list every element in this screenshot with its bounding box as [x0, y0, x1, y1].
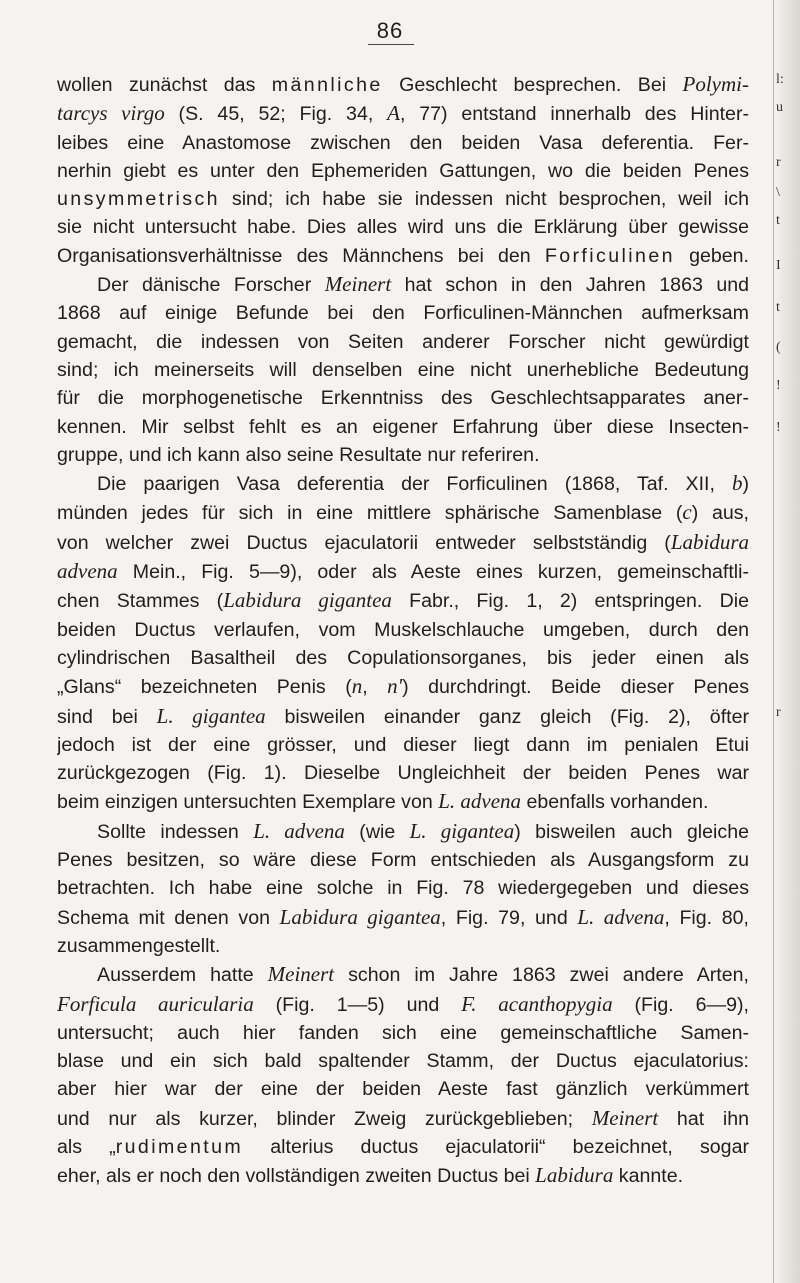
text-run: 1868 auf einige Befunde bei den Forficulinen-Männchen aufmerksam — [57, 302, 749, 325]
spaced-text: rudimentum — [115, 1135, 244, 1158]
text-run: hat ihn — [658, 1107, 749, 1130]
text-run: beim einzigen untersuchten Exemplare von — [57, 791, 439, 814]
italic-text: L. gigantea — [156, 703, 266, 728]
edge-glyph: ! — [776, 378, 781, 393]
italic-text: Meinert — [324, 272, 392, 297]
text-line — [57, 270, 749, 299]
text-line — [57, 129, 749, 157]
edge-glyph: r — [776, 705, 781, 720]
text-line — [57, 328, 749, 356]
text-line — [57, 846, 749, 874]
text-line — [57, 557, 749, 586]
text-line — [57, 702, 749, 731]
text-line — [57, 672, 749, 701]
text-line — [57, 469, 749, 498]
text-line — [57, 644, 749, 672]
text-line — [57, 874, 749, 902]
text-run: , 77) entstand innerhalb des Hinter- — [399, 103, 749, 126]
italic-text: L. advena — [438, 789, 522, 814]
text-line — [57, 616, 749, 644]
text-line — [57, 185, 749, 213]
text-run: blase und ein sich bald spaltender Stamm, der Ductus ejaculatorius: — [57, 1050, 749, 1073]
text-run: , — [362, 676, 388, 699]
text-run: alterius ductus ejaculatorii“ bezeichnet, sogar — [243, 1135, 749, 1158]
text-run: Organisationsverhältnisse des Männchens bei den — [57, 244, 545, 267]
page-number-rule — [368, 44, 414, 45]
text-run: gemacht, die indessen von Seiten anderer Forscher nicht gewürdigt — [57, 330, 749, 353]
edge-glyph: ( — [776, 340, 781, 355]
text-run: Ausserdem hatte — [97, 964, 268, 987]
italic-text: A — [387, 101, 400, 126]
page-number: 86 — [376, 18, 404, 43]
text-run: ebenfalls vorhanden. — [521, 791, 709, 814]
text-run: (Fig. 1—5) und — [253, 993, 462, 1016]
facing-page-edge — [773, 0, 800, 1283]
text-run: sind; ich habe sie indessen nicht besprochen, weil ich — [219, 188, 749, 211]
italic-text: L. gigantea — [409, 818, 515, 843]
text-run: zurückgezogen (Fig. 1). Dieselbe Ungleichheit der beiden Penes war — [57, 762, 749, 785]
text-run: als „ — [57, 1135, 116, 1158]
text-run: ) — [742, 473, 749, 496]
italic-text: b — [731, 471, 743, 496]
text-run: Die paarigen Vasa deferentia der Forficulinen (1868, Taf. XII, — [97, 473, 732, 496]
text-run: jedoch ist der eine grösser, und dieser liegt dann im penialen Etui — [57, 733, 749, 756]
italic-text: n — [351, 674, 363, 699]
text-line — [57, 157, 749, 185]
text-line — [57, 99, 749, 128]
text-run: (S. 45, 52; Fig. 34, — [164, 103, 388, 126]
text-run: ) aus, — [691, 502, 749, 525]
spaced-text: unsymmetrisch — [57, 188, 220, 211]
text-run: geben. — [674, 244, 749, 267]
text-run: Mein., Fig. 5—9), oder als Aeste eines kurzen, gemeinschaftli- — [117, 561, 749, 584]
text-line — [57, 242, 749, 270]
italic-text: L. advena — [577, 904, 665, 929]
italic-text: tarcys virgo — [57, 101, 165, 126]
text-run: zusammengestellt. — [57, 934, 221, 957]
italic-text: F. acanthopygia — [461, 991, 613, 1016]
italic-text: Forficula auricularia — [57, 991, 254, 1016]
text-line — [57, 413, 749, 441]
text-run: sind bei — [57, 705, 157, 728]
text-run: Der dänische Forscher — [97, 274, 325, 297]
text-run: Penes besitzen, so wäre diese Form entschieden als Ausgangsform zu — [57, 849, 749, 872]
edge-glyph: ! — [776, 420, 781, 435]
text-line — [57, 498, 749, 527]
italic-text: c — [682, 500, 692, 525]
text-run: betrachten. Ich habe eine solche in Fig. 78 wiedergegeben und dieses — [57, 877, 749, 900]
text-run: Schema mit denen von — [57, 906, 280, 929]
text-run: Geschlecht besprechen. Bei — [382, 74, 683, 96]
text-line — [57, 817, 749, 846]
italic-text: n' — [387, 674, 403, 699]
text-run: Fabr., Fig. 1, 2) entspringen. Die — [391, 590, 749, 613]
italic-text: L. advena — [253, 818, 345, 843]
text-run: untersucht; auch hier fanden sich eine gemeinschaftliche Samen- — [57, 1021, 749, 1044]
edge-glyph: I — [776, 258, 781, 273]
text-line — [57, 1133, 749, 1161]
text-run: „Glans“ bezeichneten Penis ( — [57, 676, 352, 699]
text-run: nerhin giebt es unter den Ephemeriden Gattungen, wo die beiden Penes — [57, 159, 749, 182]
text-run: Sollte indessen — [97, 820, 254, 843]
text-run: (wie — [344, 820, 410, 843]
text-line — [57, 759, 749, 787]
text-run: von welcher zwei Ductus ejaculatorii entweder selbstständig ( — [57, 531, 671, 554]
text-line — [57, 990, 749, 1019]
text-run: münden jedes für sich in eine mittlere sphärische Samenblase ( — [57, 502, 683, 525]
spaced-text: männliche — [271, 74, 383, 96]
edge-glyph: t — [776, 213, 780, 228]
body-text — [57, 70, 749, 1191]
italic-text: Labidura gigantea — [223, 588, 392, 613]
edge-glyph: r — [776, 155, 781, 170]
text-line — [57, 384, 749, 412]
italic-text: Labidura — [535, 1163, 614, 1188]
text-line — [57, 356, 749, 384]
text-line — [57, 903, 749, 932]
text-run: für die morphogenetische Erkenntniss des Geschlechtsapparates aner- — [57, 387, 749, 410]
text-line — [57, 1161, 749, 1190]
text-line — [57, 1047, 749, 1075]
italic-text: advena — [57, 559, 118, 584]
italic-text: Polymi- — [682, 72, 749, 96]
text-line — [57, 731, 749, 759]
text-run: ) durchdringt. Beide dieser Penes — [402, 676, 749, 699]
text-line — [57, 441, 749, 469]
text-run: hat schon in den Jahren 1863 und — [391, 274, 749, 297]
italic-text: Meinert — [267, 962, 335, 987]
text-run: sie nicht untersucht habe. Dies alles wird uns die Erklärung über gewisse — [57, 216, 749, 239]
text-run: ) bisweilen auch gleiche — [514, 820, 749, 843]
edge-glyph: \ — [776, 185, 780, 200]
text-run: , Fig. 80, — [664, 906, 749, 929]
text-run: gruppe, und ich kann also seine Resultate nur referiren. — [57, 443, 540, 466]
italic-text: Labidura gigantea — [279, 904, 441, 929]
text-line — [57, 213, 749, 241]
edge-glyph: l: — [776, 72, 784, 87]
text-run: eher, als er noch den vollständigen zweiten Ductus bei — [57, 1165, 536, 1188]
text-line — [57, 1019, 749, 1047]
edge-glyph: t — [776, 300, 780, 315]
text-line — [57, 1104, 749, 1133]
text-run: bisweilen einander ganz gleich (Fig. 2), öfter — [265, 705, 749, 728]
text-line — [57, 299, 749, 327]
text-line — [57, 787, 749, 816]
text-run: beiden Ductus verlaufen, vom Muskelschlauche umgeben, durch den — [57, 618, 749, 641]
text-run: wollen zunächst das — [57, 74, 272, 96]
text-line — [57, 528, 749, 557]
text-run: sind; ich meinerseits will denselben eine nicht unerhebliche Bedeutung — [57, 358, 749, 381]
text-run: chen Stammes ( — [57, 590, 224, 613]
italic-text: Meinert — [591, 1105, 659, 1130]
spaced-text: Forficulinen — [544, 244, 675, 267]
text-line — [57, 586, 749, 615]
text-run: leibes eine Anastomose zwischen den beiden Vasa deferentia. Fer- — [57, 131, 749, 154]
text-line — [57, 960, 749, 989]
text-line — [57, 1075, 749, 1103]
text-run: (Fig. 6—9), — [612, 993, 749, 1016]
edge-glyph: u — [776, 100, 783, 115]
text-run: aber hier war der eine der beiden Aeste fast gänzlich verkümmert — [57, 1078, 749, 1101]
text-run: , Fig. 79, und — [440, 906, 578, 929]
text-line — [57, 932, 749, 960]
text-run: kennen. Mir selbst fehlt es an eigener Erfahrung über diese Insecten- — [57, 415, 749, 438]
text-run: und nur als kurzer, blinder Zweig zurückgeblieben; — [57, 1107, 592, 1130]
text-run: cylindrischen Basaltheil des Copulationsorganes, bis jeder einen als — [57, 646, 749, 669]
italic-text: Labidura — [670, 529, 749, 554]
text-line — [57, 70, 749, 99]
text-run: schon im Jahre 1863 zwei andere Arten, — [334, 964, 749, 987]
text-run: kannte. — [613, 1165, 684, 1188]
